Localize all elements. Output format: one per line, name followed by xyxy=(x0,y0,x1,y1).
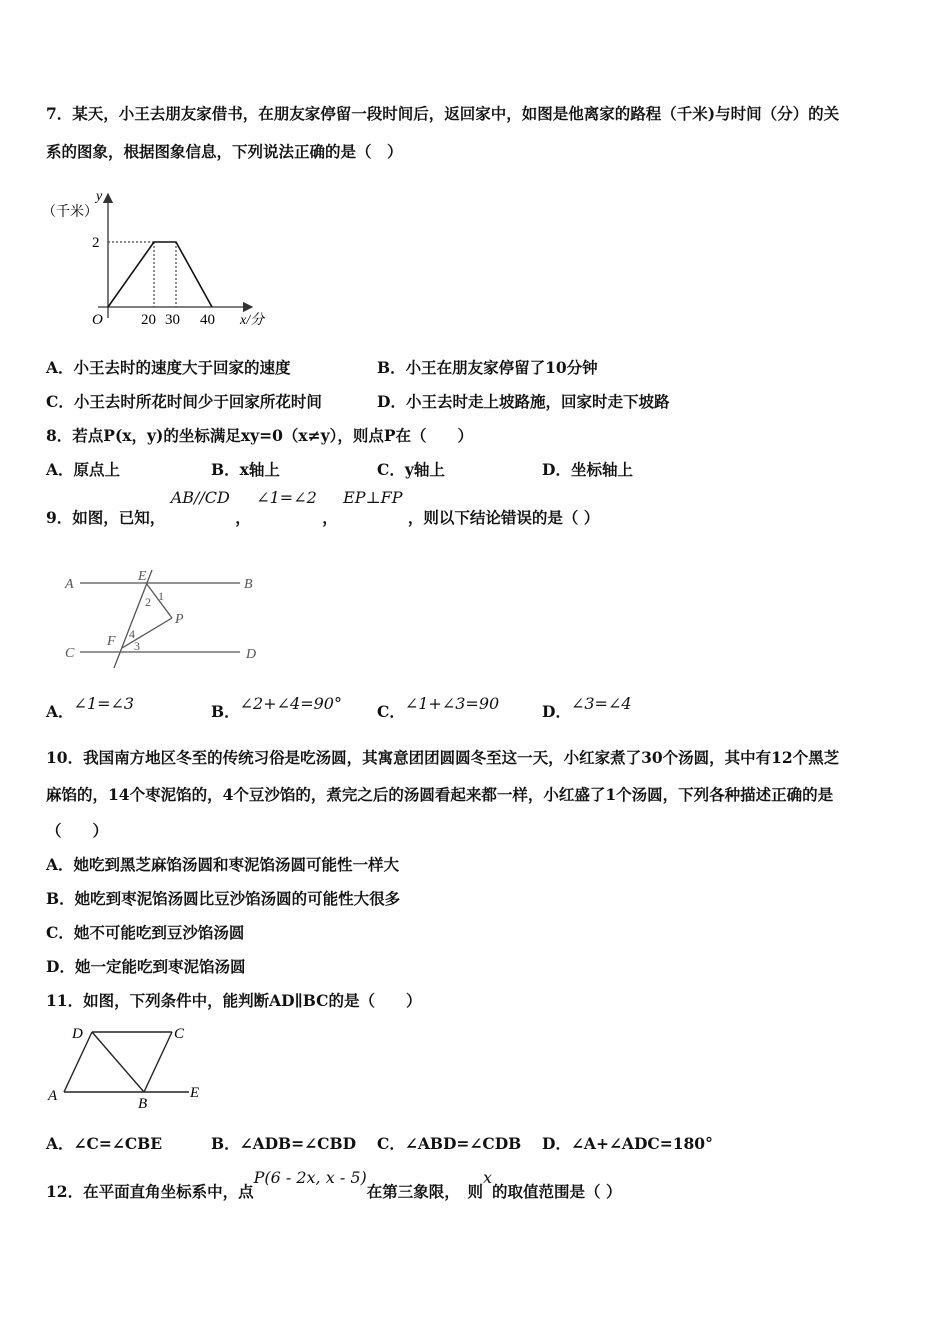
q9-option-a-math: ∠1=∠3 xyxy=(73,694,135,713)
label-b: B xyxy=(138,1096,148,1112)
q9-stem xyxy=(46,488,600,527)
q9-option-a[interactable] xyxy=(46,694,135,722)
q12-stem xyxy=(46,1168,622,1201)
y-axis-label: y xyxy=(96,189,103,204)
label-f: F xyxy=(107,634,116,649)
q9-parallel-lines-figure xyxy=(60,560,270,675)
q10-stem-line2: 麻馅的，14个枣泥馅的，4个豆沙馅的，煮完之后的汤圆看起来都一样，小红盛了1个汤圆，下列各种描述正确的是 xyxy=(46,785,834,804)
transversal-ef xyxy=(114,570,152,668)
label-a: A xyxy=(48,1088,58,1104)
angle-3: 3 xyxy=(134,639,140,653)
q11-option-b[interactable]: B．∠ADB=∠CBD xyxy=(211,1134,357,1153)
q10-option-a[interactable]: A．她吃到黑芝麻馅汤圆和枣泥馅汤圆可能性一样大 xyxy=(46,855,400,874)
q9-prefix: 9．如图，已知， xyxy=(46,508,166,527)
diagonal-db xyxy=(92,1032,144,1092)
q9-comma1: ， xyxy=(235,508,251,527)
angle-4: 4 xyxy=(129,627,135,641)
q7-option-a[interactable]: A．小王去时的速度大于回家的速度 xyxy=(46,358,291,377)
q10-stem-line1: 10．我国南方地区冬至的传统习俗是吃汤圆，其寓意团团圆圆冬至这一天，小红家煮了30个汤圆，其中有12个黑芝 xyxy=(46,748,840,767)
q9-suffix: ，则以下结论错误的是（ ） xyxy=(407,508,600,527)
angle-1: 1 xyxy=(158,589,164,603)
q12-prefix: 12．在平面直角坐标系中，点 xyxy=(46,1182,254,1201)
q9-option-c-math: ∠1+∠3=90 xyxy=(404,694,500,713)
q9-option-b[interactable] xyxy=(211,694,342,722)
q7-option-b[interactable]: B．小王在朋友家停留了10分钟 xyxy=(377,358,598,377)
q7-stem-line1: 7．某天，小王去朋友家借书，在朋友家停留一段时间后，返回家中，如图是他离家的路程（千米)与时间（分）的关 xyxy=(46,104,840,123)
q12-point-expression: P(6 - 2x, x - 5) xyxy=(253,1168,367,1187)
q7-stem-line2: 系的图象，根据图象信息，下列说法正确的是（ ） xyxy=(46,142,403,161)
q9-cond-parallel: AB//CD xyxy=(170,488,230,507)
q10-option-b[interactable]: B．她吃到枣泥馅汤圆比豆沙馅汤圆的可能性大很多 xyxy=(46,889,401,908)
q7-option-d[interactable]: D．小王去时走上坡路施，回家时走下坡路 xyxy=(377,392,670,411)
x-axis-label: x/分 xyxy=(240,313,265,328)
q9-option-d-label: D． xyxy=(542,702,571,721)
q12-variable: x xyxy=(483,1168,493,1187)
label-c: C xyxy=(65,646,75,661)
label-e: E xyxy=(190,1085,200,1101)
label-d: D xyxy=(246,647,257,662)
q11-stem: 11．如图，下列条件中，能判断AD∥BC的是（ ） xyxy=(46,991,422,1010)
label-e: E xyxy=(138,569,147,584)
q9-cond-angles-equal: ∠1=∠2 xyxy=(256,488,317,507)
q9-cond-perpendicular: EP⊥FP xyxy=(343,488,403,507)
q10-option-d[interactable]: D．她一定能吃到枣泥馅汤圆 xyxy=(46,957,246,976)
label-p: P xyxy=(175,612,184,627)
distance-series-line xyxy=(108,242,212,307)
q10-stem-line3: （ ） xyxy=(46,821,109,840)
q12-suffix: 的取值范围是（ ） xyxy=(492,1182,622,1201)
q8-option-b[interactable]: B．x轴上 xyxy=(211,460,280,479)
y-axis-unit: （千米） xyxy=(42,205,98,220)
label-d: D xyxy=(72,1026,83,1042)
q9-comma2: ， xyxy=(322,508,338,527)
q9-option-d-math: ∠3=∠4 xyxy=(570,694,632,713)
q9-option-c[interactable] xyxy=(377,694,500,722)
q11-option-c[interactable]: C．∠ABD=∠CDB xyxy=(377,1134,522,1153)
origin-label: O xyxy=(92,312,103,328)
q9-option-b-math: ∠2+∠4=90° xyxy=(239,694,342,713)
q7-option-c[interactable]: C．小王去时所花时间少于回家所花时间 xyxy=(46,392,322,411)
x-tick-40: 40 xyxy=(200,312,215,328)
x-tick-20: 20 xyxy=(141,312,156,328)
q10-option-c[interactable]: C．她不可能吃到豆沙馅汤圆 xyxy=(46,923,245,942)
q11-option-a[interactable]: A．∠C=∠CBE xyxy=(46,1134,163,1153)
side-cb xyxy=(144,1032,172,1092)
q7-distance-time-graph xyxy=(40,180,290,340)
angle-2: 2 xyxy=(145,595,151,609)
label-a: A xyxy=(65,577,74,592)
label-c: C xyxy=(174,1026,185,1042)
q8-option-a[interactable]: A．原点上 xyxy=(46,460,121,479)
q9-option-a-label: A． xyxy=(46,702,74,721)
q11-parallelogram-figure xyxy=(44,1020,214,1115)
q9-option-d[interactable] xyxy=(542,694,632,722)
q8-option-c[interactable]: C．y轴上 xyxy=(377,460,445,479)
q9-option-b-label: B． xyxy=(211,702,240,721)
q8-option-d[interactable]: D．坐标轴上 xyxy=(542,460,633,479)
q11-option-d[interactable]: D．∠A+∠ADC=180° xyxy=(542,1134,713,1153)
y-tick-2: 2 xyxy=(92,235,100,251)
q12-middle: 在第三象限， 则 xyxy=(366,1182,484,1201)
q8-stem: 8．若点P(x，y)的坐标满足xy=0（x≠y），则点P在（ ） xyxy=(46,426,474,445)
label-b: B xyxy=(244,577,253,592)
x-tick-30: 30 xyxy=(165,312,180,328)
q9-option-c-label: C． xyxy=(377,702,405,721)
